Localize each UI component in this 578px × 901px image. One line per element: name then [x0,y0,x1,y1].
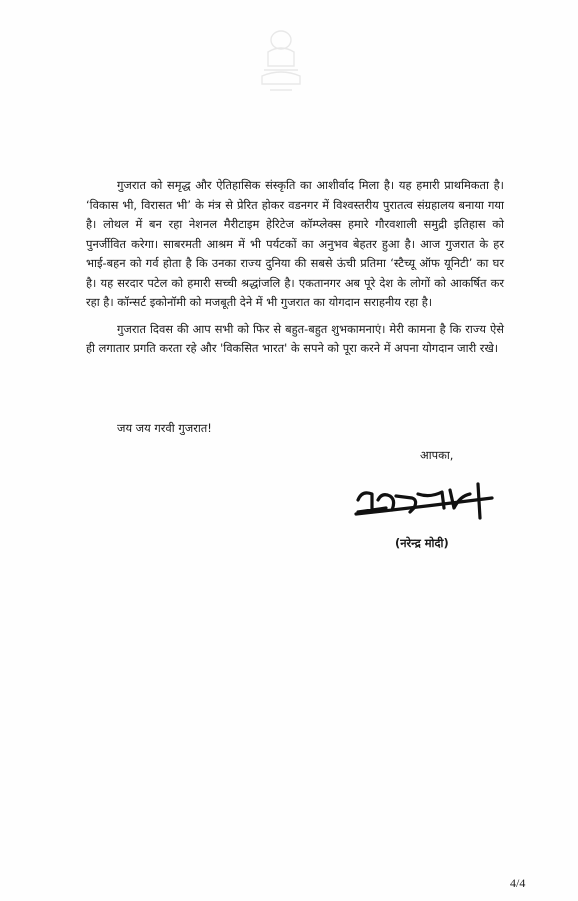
state-emblem-icon [246,22,316,102]
body-paragraph-2: गुजरात दिवस की आप सभी को फिर से बहुत-बहुत शुभकामनाएं। मेरी कामना है कि राज्य ऐसे ही लगातार प्रगति करता रहे और 'विकसित भारत' के सपने को पूरा करने में अपना योगदान जारी रखे। [86,321,504,355]
salutation: आपका, [420,448,454,462]
signatory-name: (नरेन्द्र मोदी) [395,536,449,550]
page-number: 4/4 [510,876,526,890]
body-paragraph-1: गुजरात को समृद्ध और ऐतिहासिक संस्कृति का आशीर्वाद मिला है। यह हमारी प्राथमिकता है। ‘विकास भी, विरासत भी’ के मंत्र से प्रेरित होकर वडनगर में विश्वस्तरीय पुरातत्व संग्रहालय बनाया गया है। लोथल में बन रहा नेशनल मैरीटाइम हेरिटेज कॉम्प्लेक्स हमारे गौरवशाली समुद्री इतिहास को पुनर्जीवित करेगा। साबरमती आश्रम में भी पर्यटकों का अनुभव बेहतर हुआ है। आज गुजरात के हर भाई-बहन को गर्व होता है कि उनका राज्य दुनिया की सबसे ऊंची प्रतिमा ‘स्टैच्यू ऑफ यूनिटी’ का घर है। यह सरदार पटेल को हमारी सच्ची श्रद्धांजलि है। एकतानगर अब पूरे देश के लोगों को आकर्षित कर रहा है। कॉन्सर्ट इकोनॉमी को मजबूती देने में भी गुजरात का योगदान सराहनीय रहा है। [86,178,504,309]
letter-body [86,176,504,366]
closing-line: जय जय गरवी गुजरात! [117,421,212,435]
handwritten-signature [352,478,502,526]
